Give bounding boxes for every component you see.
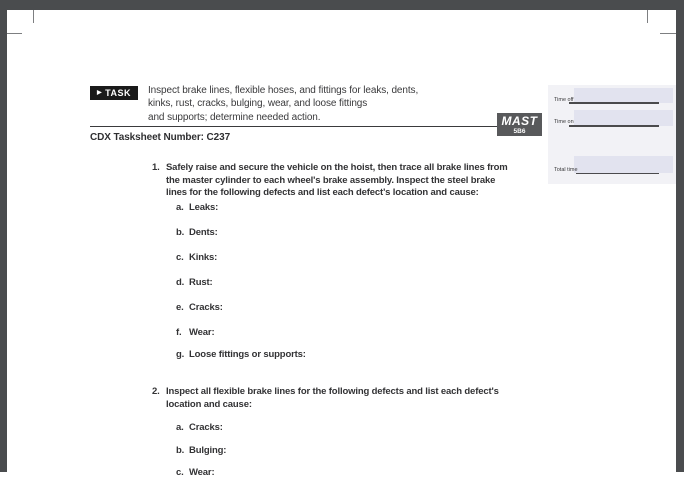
task-description-line: and supports; determine needed action. [148, 111, 321, 123]
sub-item-label: Cracks: [189, 422, 223, 433]
mast-badge [497, 113, 542, 136]
crop-mark-top-left-horizontal [7, 33, 22, 34]
mast-badge-title: MAST [501, 113, 538, 128]
task-badge-label: TASK [105, 88, 131, 98]
task-item-2 [152, 386, 499, 411]
sub-item-letter: a. [176, 422, 184, 433]
item-text-line: Safely raise and secure the vehicle on the hoist, then trace all brake lines from [166, 162, 508, 173]
time-on-input-box [574, 110, 673, 126]
time-on-underline [569, 125, 659, 126]
sub-item-letter: b. [176, 227, 185, 238]
sub-item-label: Wear: [189, 467, 215, 478]
sub-item-label: Bulging: [189, 445, 227, 456]
sub-item-label: Loose fittings or supports: [189, 349, 306, 360]
mast-badge-code: 5B6 [513, 127, 526, 135]
sub-item-label: Rust: [189, 277, 213, 288]
sub-item-letter: g. [176, 349, 185, 360]
sub-item-1b [176, 227, 218, 238]
sub-item-2b [176, 445, 226, 456]
task-arrow-icon: ▶ [97, 90, 103, 96]
sub-item-label: Wear: [189, 327, 215, 338]
tasksheet-number: CDX Tasksheet Number: C237 [90, 132, 231, 143]
crop-mark-top-left-vertical [33, 10, 34, 23]
sub-item-label: Leaks: [189, 202, 219, 213]
crop-mark-top-right-horizontal [660, 33, 676, 34]
sub-item-letter: c. [176, 252, 184, 263]
item-text-line: Inspect all flexible brake lines for the following defects and list each defect's [166, 386, 499, 397]
sub-item-1g [176, 349, 306, 360]
time-off-input-box [574, 88, 673, 103]
sub-item-1f [176, 327, 214, 338]
item-text [166, 386, 499, 411]
task-description [148, 84, 418, 124]
task-item-1 [152, 162, 508, 200]
sub-item-letter: a. [176, 202, 184, 213]
sub-item-label: Cracks: [189, 302, 223, 313]
sub-item-1d [176, 277, 213, 288]
sub-item-2c-truncated [176, 467, 214, 478]
time-on-label: Time on [554, 119, 574, 125]
sub-item-1e [176, 302, 223, 313]
time-off-underline [569, 102, 659, 103]
total-time-input-box [574, 156, 673, 173]
sub-item-letter: f. [176, 327, 182, 338]
sub-item-1a [176, 202, 218, 213]
sub-item-letter: d. [176, 277, 185, 288]
sub-item-letter: c. [176, 467, 184, 478]
task-divider-rule [90, 126, 497, 128]
sub-item-2a [176, 422, 223, 433]
sub-item-letter: e. [176, 302, 184, 313]
item-text-line: location and cause: [166, 398, 252, 410]
sub-item-label: Kinks: [189, 252, 218, 263]
sub-item-label: Dents: [189, 227, 218, 238]
tasksheet-page [7, 10, 676, 480]
crop-mark-top-right-vertical [647, 10, 648, 23]
item-number: 2. [152, 386, 160, 397]
sub-item-1c [176, 252, 217, 263]
total-time-label: Total time [554, 167, 578, 173]
time-off-label: Time off [554, 96, 574, 103]
item-text-line: the master cylinder to each wheel's brake assembly. Inspect the steel brake [166, 174, 496, 186]
total-time-underline [576, 173, 659, 174]
task-badge [90, 86, 138, 100]
item-number: 1. [152, 162, 160, 173]
sub-item-letter: b. [176, 445, 185, 456]
task-description-line: kinks, rust, cracks, bulging, wear, and loose fittings [148, 98, 368, 110]
task-description-line: Inspect brake lines, flexible hoses, and fittings for leaks, dents, [148, 85, 419, 96]
time-panel [548, 85, 676, 184]
item-text [166, 162, 508, 200]
item-text-line: lines for the following defects and list each defect's location and cause: [166, 187, 479, 199]
